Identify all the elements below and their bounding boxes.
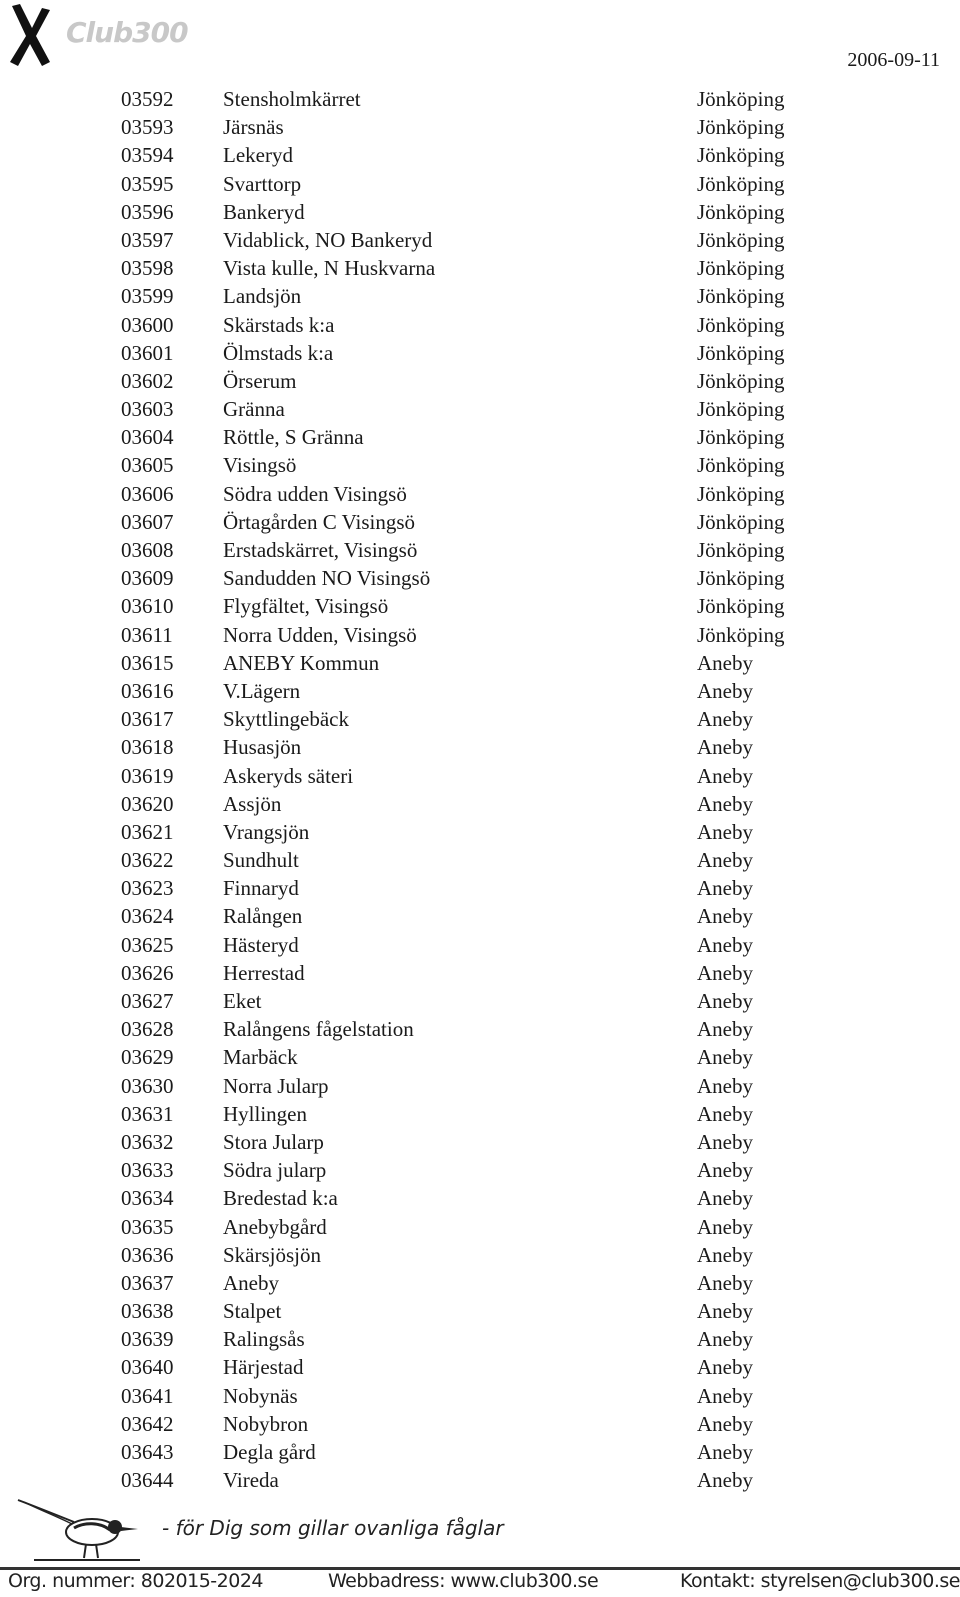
site-name: Landsjön [223,284,302,309]
municipality: Aneby [697,932,753,957]
site-number: 03637 [121,1270,174,1295]
site-number: 03595 [121,171,174,196]
municipality: Jönköping [697,368,785,393]
municipality: Jönköping [697,171,785,196]
site-number: 03600 [121,312,174,337]
site-name: Ralångens fågelstation [223,1017,414,1042]
site-number: 03606 [121,481,174,506]
site-number: 03619 [121,763,174,788]
site-name: Sandudden NO Visingsö [223,566,431,591]
municipality: Aneby [697,678,753,703]
site-name: Stalpet [223,1299,282,1324]
club300-logo [6,2,216,68]
municipality: Aneby [697,707,753,732]
site-number: 03636 [121,1242,174,1267]
municipality: Jönköping [697,199,785,224]
site-name: Marbäck [223,1045,298,1070]
site-number: 03629 [121,1045,174,1070]
site-name: Röttle, S Gränna [223,425,364,450]
municipality: Jönköping [697,453,785,478]
site-name: Bankeryd [223,199,305,224]
municipality: Aneby [697,1411,753,1436]
site-name: Askeryds säteri [223,763,354,788]
site-name: Sundhult [223,848,299,873]
municipality: Aneby [697,876,753,901]
site-number: 03610 [121,594,174,619]
site-number: 03622 [121,848,174,873]
site-name: Skärstads k:a [223,312,335,337]
site-name: Bredestad k:a [223,1186,338,1211]
municipality: Jönköping [697,256,785,281]
site-number: 03634 [121,1186,174,1211]
site-name: Örserum [223,368,297,393]
municipality: Aneby [697,791,753,816]
site-name: Lekeryd [223,143,293,168]
site-number: 03607 [121,509,174,534]
site-number: 03602 [121,368,174,393]
site-name: Järsnäs [223,115,284,140]
site-number: 03640 [121,1355,174,1380]
site-number: 03638 [121,1299,174,1324]
municipality: Aneby [697,1468,753,1493]
site-number: 03596 [121,199,174,224]
site-name: Södra jularp [223,1158,327,1183]
municipality: Aneby [697,1299,753,1324]
site-number: 03644 [121,1468,174,1493]
site-number: 03593 [121,115,174,140]
municipality: Jönköping [697,87,785,111]
site-number: 03618 [121,735,174,760]
site-number: 03635 [121,1214,174,1239]
municipality: Jönköping [697,509,785,534]
site-number: 03639 [121,1327,174,1352]
municipality: Aneby [697,1073,753,1098]
municipality: Aneby [697,1158,753,1183]
x-logo-icon [6,2,62,68]
site-number: 03623 [121,876,174,901]
site-name: Visingsö [223,453,297,478]
municipality: Aneby [697,1101,753,1126]
municipality: Jönköping [697,143,785,168]
municipality: Aneby [697,735,753,760]
site-number: 03615 [121,650,174,675]
municipality: Jönköping [697,227,785,252]
site-number: 03625 [121,932,174,957]
site-number: 03631 [121,1101,174,1126]
site-name: Nobynäs [223,1383,298,1408]
municipality: Aneby [697,1017,753,1042]
municipality: Jönköping [697,425,785,450]
logo-wordmark: Club300 [66,16,188,49]
municipality: Aneby [697,819,753,844]
site-name: Degla gård [223,1440,316,1464]
municipality: Aneby [697,848,753,873]
site-name: Nobybron [223,1411,309,1436]
web-address: Webbadress: www.club300.se [328,1570,599,1592]
site-name: Stora Jularp [223,1129,324,1154]
site-name: Ralingsås [223,1327,305,1352]
site-number: 03611 [121,622,173,647]
municipality: Aneby [697,1270,753,1295]
site-name: Vista kulle, N Huskvarna [223,256,436,281]
site-name: Hyllingen [223,1101,307,1126]
site-name: Norra Udden, Visingsö [223,622,417,647]
site-number: 03609 [121,566,174,591]
site-name: Erstadskärret, Visingsö [223,538,418,562]
site-name: Skärsjösjön [223,1242,322,1267]
site-name: Flygfältet, Visingsö [223,594,389,619]
site-number: 03642 [121,1411,174,1436]
municipality: Aneby [697,1327,753,1352]
municipality: Aneby [697,763,753,788]
municipality: Aneby [697,1355,753,1380]
site-number: 03632 [121,1129,174,1154]
site-number: 03599 [121,284,174,309]
site-number: 03620 [121,791,174,816]
municipality: Jönköping [697,115,785,140]
site-number: 03621 [121,819,174,844]
municipality: Aneby [697,1045,753,1070]
municipality: Jönköping [697,340,785,365]
municipality: Aneby [697,989,753,1013]
site-name: Hästeryd [223,932,299,957]
document-date: 2006-09-11 [847,49,940,71]
site-name: Svarttorp [223,171,302,196]
municipality: Aneby [697,1383,753,1408]
site-number: 03643 [121,1440,174,1464]
site-name: Aneby [223,1270,279,1295]
site-name: Härjestad [223,1355,304,1380]
site-number: 03630 [121,1073,174,1098]
municipality: Aneby [697,1242,753,1267]
site-number: 03616 [121,678,174,703]
site-number: 03617 [121,707,174,732]
municipality: Aneby [697,904,753,929]
municipality: Jönköping [697,312,785,337]
municipality: Jönköping [697,481,785,506]
site-number: 03641 [121,1383,174,1408]
municipality: Jönköping [697,594,785,619]
municipality: Aneby [697,1186,753,1211]
site-name: Norra Jularp [223,1073,329,1098]
site-name: Gränna [223,397,285,422]
site-name: Husasjön [223,735,302,760]
site-name: Eket [223,989,262,1013]
municipality: Jönköping [697,566,785,591]
site-number: 03601 [121,340,174,365]
site-number: 03608 [121,538,174,562]
site-name: Herrestad [223,960,305,985]
site-name: Vireda [223,1468,279,1493]
site-name: Vrangsjön [223,819,310,844]
site-number: 03605 [121,453,174,478]
site-name: Finnaryd [223,876,299,901]
site-number: 03626 [121,960,174,985]
site-name: Vidablick, NO Bankeryd [223,227,433,252]
site-number: 03603 [121,397,174,422]
org-number: Org. nummer: 802015-2024 [8,1570,264,1592]
municipality: Jönköping [697,622,785,647]
site-number: 03597 [121,227,174,252]
municipality: Aneby [697,1214,753,1239]
municipality: Aneby [697,1129,753,1154]
site-number: 03624 [121,904,174,929]
site-name: Stensholmkärret [223,87,361,111]
site-name: Ralången [223,904,303,929]
site-name: Ölmstads k:a [223,340,334,365]
site-name: Anebybgård [223,1214,327,1239]
municipality: Aneby [697,1440,753,1464]
site-name: V.Lägern [223,678,301,703]
tagline: - för Dig som gillar ovanliga fåglar [162,1516,504,1540]
site-number: 03594 [121,143,174,168]
municipality: Jönköping [697,397,785,422]
site-name: ANEBY Kommun [223,650,380,675]
site-name: Skyttlingebäck [223,707,349,732]
site-name: Assjön [223,791,282,816]
site-number: 03598 [121,256,174,281]
site-number: 03592 [121,87,174,111]
site-name: Södra udden Visingsö [223,481,407,506]
site-number: 03628 [121,1017,174,1042]
contact-email: Kontakt: styrelsen@club300.se [680,1570,960,1592]
municipality: Jönköping [697,538,785,562]
site-name: Örtagården C Visingsö [223,509,415,534]
site-number: 03604 [121,425,174,450]
bird-illustration-icon [14,1496,144,1566]
site-number: 03633 [121,1158,174,1183]
site-number: 03627 [121,989,174,1013]
municipality: Aneby [697,960,753,985]
municipality: Aneby [697,650,753,675]
municipality: Jönköping [697,284,785,309]
